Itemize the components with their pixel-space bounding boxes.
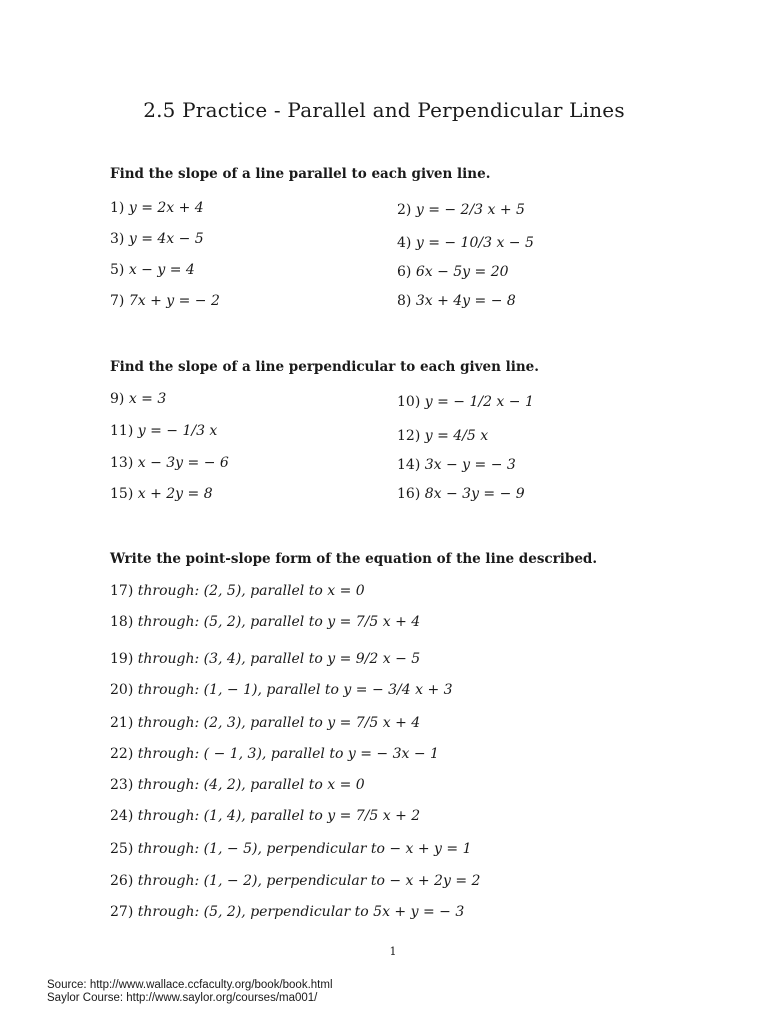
problem-equation: through: (5, 2), perpendicular to 5x + y = − 3 <box>137 904 465 920</box>
page-number: 1 <box>389 945 397 958</box>
problem-number: 23) <box>110 777 134 793</box>
problem-number: 17) <box>110 583 134 599</box>
problem-equation: x + 2y = 8 <box>137 486 213 502</box>
problem-24 <box>110 808 420 824</box>
problem-12 <box>397 428 488 444</box>
problem-17 <box>110 583 365 599</box>
problem-equation: y = − 1/3 x <box>137 423 218 439</box>
problem-equation: 3x + 4y = − 8 <box>415 293 516 309</box>
problem-number: 20) <box>110 682 134 698</box>
problem-equation: 6x − 5y = 20 <box>415 264 509 280</box>
section-heading-perpendicular: Find the slope of a line perpendicular to each given line. <box>110 359 539 375</box>
problem-number: 5) <box>110 262 125 278</box>
problem-equation: y = 2x + 4 <box>128 200 204 216</box>
problem-3 <box>110 231 204 247</box>
problem-number: 15) <box>110 486 134 502</box>
problem-5 <box>110 262 195 278</box>
problem-equation: 7x + y = − 2 <box>128 293 220 309</box>
problem-10 <box>397 394 534 410</box>
problem-2 <box>397 202 525 218</box>
problem-number: 14) <box>397 457 421 473</box>
problem-number: 7) <box>110 293 125 309</box>
problem-equation: 8x − 3y = − 9 <box>424 486 525 502</box>
problem-number: 4) <box>397 235 412 251</box>
problem-equation: through: (1, 4), parallel to y = 7/5 x + 2 <box>137 808 421 824</box>
problem-number: 22) <box>110 746 134 762</box>
section-heading-parallel: Find the slope of a line parallel to each given line. <box>110 166 491 182</box>
problem-equation: y = − 10/3 x − 5 <box>415 235 534 251</box>
problem-number: 19) <box>110 651 134 667</box>
problem-equation: through: (2, 3), parallel to y = 7/5 x + 4 <box>137 715 421 731</box>
problem-equation: y = − 2/3 x + 5 <box>415 202 525 218</box>
problem-number: 24) <box>110 808 134 824</box>
problem-equation: x − y = 4 <box>128 262 195 278</box>
problem-number: 3) <box>110 231 125 247</box>
problem-equation: y = − 1/2 x − 1 <box>424 394 534 410</box>
problem-18 <box>110 614 420 630</box>
problem-9 <box>110 391 166 407</box>
problem-number: 11) <box>110 423 134 439</box>
problem-equation: through: (4, 2), parallel to x = 0 <box>137 777 365 793</box>
problem-11 <box>110 423 217 439</box>
problem-21 <box>110 715 420 731</box>
problem-number: 9) <box>110 391 125 407</box>
problem-13 <box>110 455 229 471</box>
problem-number: 16) <box>397 486 421 502</box>
problem-7 <box>110 293 220 309</box>
problem-1 <box>110 200 204 216</box>
problem-equation: x − 3y = − 6 <box>137 455 229 471</box>
footer-saylor-course: Saylor Course: http://www.saylor.org/courses/ma001/ <box>47 992 318 1004</box>
problem-26 <box>110 873 480 889</box>
problem-equation: 3x − y = − 3 <box>424 457 516 473</box>
problem-16 <box>397 486 525 502</box>
problem-23 <box>110 777 365 793</box>
problem-number: 2) <box>397 202 412 218</box>
problem-equation: through: ( − 1, 3), parallel to y = − 3x − 1 <box>137 746 439 762</box>
problem-20 <box>110 682 453 698</box>
problem-number: 27) <box>110 904 134 920</box>
problem-equation: through: (3, 4), parallel to y = 9/2 x − 5 <box>137 651 421 667</box>
problem-equation: y = 4/5 x <box>424 428 489 444</box>
page-title: 2.5 Practice - Parallel and Perpendicular Lines <box>143 98 625 122</box>
section-heading-point-slope: Write the point-slope form of the equation of the line described. <box>110 551 598 567</box>
problem-8 <box>397 293 516 309</box>
problem-15 <box>110 486 213 502</box>
problem-number: 25) <box>110 841 134 857</box>
problem-equation: through: (2, 5), parallel to x = 0 <box>137 583 365 599</box>
problem-number: 18) <box>110 614 134 630</box>
problem-number: 8) <box>397 293 412 309</box>
problem-number: 10) <box>397 394 421 410</box>
problem-6 <box>397 264 509 280</box>
problem-number: 26) <box>110 873 134 889</box>
problem-number: 1) <box>110 200 125 216</box>
problem-27 <box>110 904 464 920</box>
problem-number: 21) <box>110 715 134 731</box>
problem-equation: through: (5, 2), parallel to y = 7/5 x + 4 <box>137 614 421 630</box>
problem-number: 13) <box>110 455 134 471</box>
problem-19 <box>110 651 420 667</box>
problem-number: 12) <box>397 428 421 444</box>
problem-equation: y = 4x − 5 <box>128 231 204 247</box>
problem-equation: x = 3 <box>128 391 167 407</box>
footer-source: Source: http://www.wallace.ccfaculty.org/book/book.html <box>47 979 333 991</box>
problem-equation: through: (1, − 2), perpendicular to − x + 2y = 2 <box>137 873 481 889</box>
problem-equation: through: (1, − 1), parallel to y = − 3/4 x + 3 <box>137 682 453 698</box>
problem-22 <box>110 746 439 762</box>
problem-14 <box>397 457 516 473</box>
problem-number: 6) <box>397 264 412 280</box>
problem-25 <box>110 841 472 857</box>
problem-equation: through: (1, − 5), perpendicular to − x + y = 1 <box>137 841 472 857</box>
problem-4 <box>397 235 534 251</box>
